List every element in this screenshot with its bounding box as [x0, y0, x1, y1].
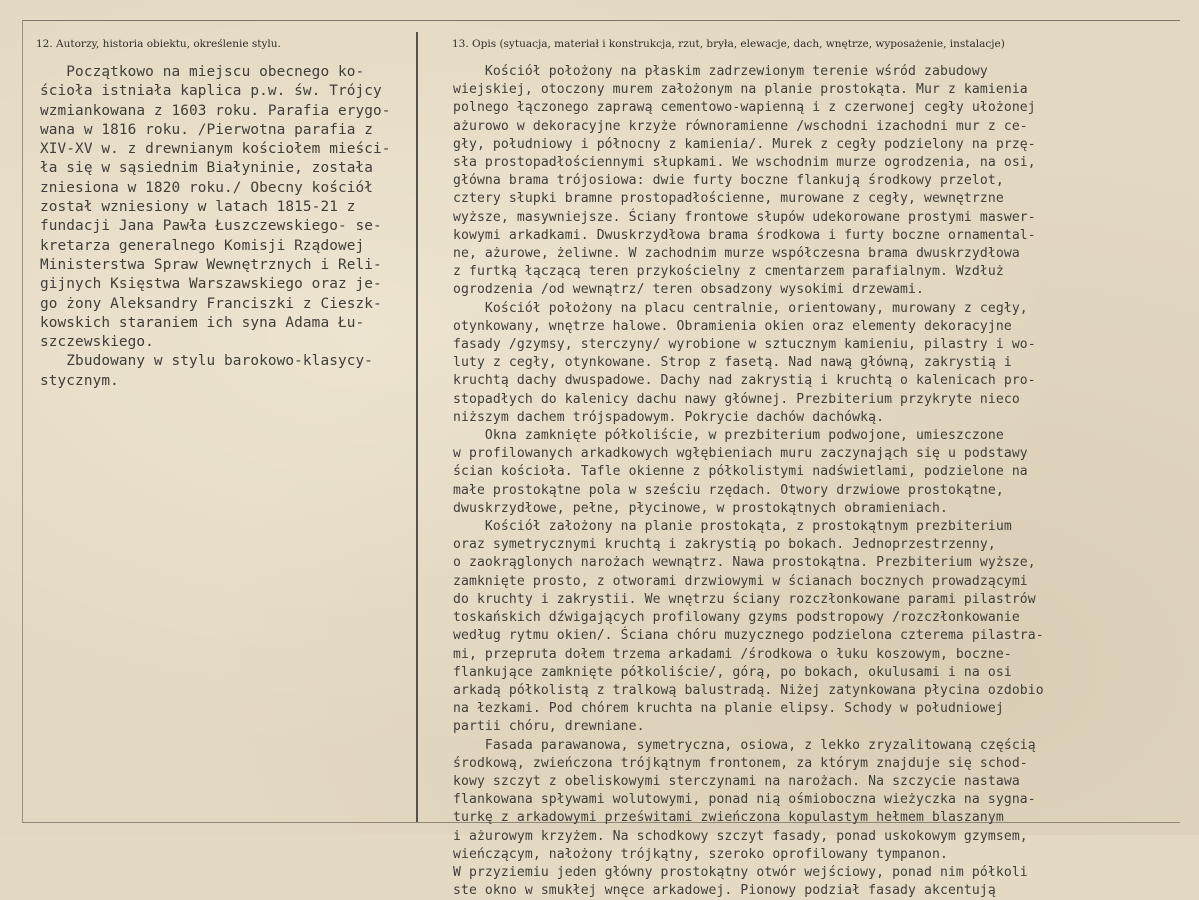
text-line: toskańskich dźwigających profilowany gzyms podstropowy /rozczłonkowanie: [453, 610, 1020, 626]
section-13-text: [453, 63, 1193, 900]
text-line: oraz symetrycznymi kruchtą i zakrystią po bokach. Jednoprzestrzenny,: [453, 537, 996, 553]
text-line: na łezkami. Pod chórem kruchta na planie elipsy. Schody w południowej: [453, 701, 1004, 717]
text-line: Kościół położony na płaskim zadrzewionym terenie wśród zabudowy: [453, 64, 988, 79]
text-line: fundacji Jana Pawła Łuszczewskiego- se-: [40, 218, 382, 235]
text-line: dwuskrzydłowe, pełne, płycinowe, w prostokątnych obramieniach.: [453, 500, 948, 516]
text-line: flankujące zamknięte półkoliście/, górą, po bokach, okulusami i na osi: [453, 664, 1012, 680]
top-rule: [22, 20, 1180, 21]
text-line: XIV-XV w. z drewnianym kościołem mieści-: [40, 141, 391, 158]
text-line: Zbudowany w stylu barokowo-klasycy-: [40, 353, 374, 370]
text-line: gijnych Księstwa Warszawskiego oraz je-: [40, 276, 382, 293]
text-line: wana w 1816 roku. /Pierwotna parafia z: [40, 121, 374, 138]
text-line: ne, ażurowe, żeliwne. W zachodnim murze współczesna brama dwuskrzydłowa: [453, 246, 1020, 262]
text-line: niższym dachem trójspadowym. Pokrycie dachów dachówką.: [453, 409, 885, 425]
column-divider: [416, 32, 418, 822]
text-line: z furtką łączącą teren przykościelny z cmentarzem parafialnym. Wzdłuż: [453, 264, 1004, 280]
text-line: cztery słupki bramne prostopadłościenne, murowane z cegły, wewnętrzne: [453, 191, 1004, 207]
text-line: ła się w sąsiednim Białyninie, została: [40, 160, 374, 177]
text-line: do kruchty i zakrystii. We wnętrzu ściany rozczłonkowane parami pilastrów: [453, 591, 1036, 607]
text-line: małe prostokątne pola w sześciu rzędach. Otwory drzwiowe prostokątne,: [453, 482, 1004, 498]
text-line: otynkowany, wnętrze halowe. Obramienia okien oraz elementy dekoracyjne: [453, 318, 1012, 334]
text-line: Kościół położony na placu centralnie, orientowany, murowany z cegły,: [453, 300, 1028, 316]
text-line: o zaokrąglonych narożach wewnątrz. Nawa prostokątna. Prezbiterium wyższe,: [453, 555, 1036, 571]
text-line: W przyziemiu jeden główny prostokątny otwór wejściowy, ponad nim półkoli: [453, 864, 1028, 880]
text-line: według rytmu okien/. Ściana chóru muzycznego podzielona czterema pilastra-: [453, 628, 1044, 644]
text-line: sła prostopadłościennymi słupkami. We wschodnim murze ogrodzenia, na osi,: [453, 155, 1036, 171]
text-line: Okna zamknięte półkoliście, w prezbiterium podwojone, umieszczone: [453, 428, 1004, 444]
text-line: zniesiona w 1820 roku./ Obecny kościół: [40, 179, 374, 196]
text-line: ste okno w smukłej wnęce arkadowej. Pionowy podział fasady akcentują: [453, 883, 996, 899]
text-line: Kościół założony na planie prostokąta, z prostokątnym prezbiterium: [453, 519, 1012, 535]
text-line: wzmiankowana z 1603 roku. Parafia erygo-: [40, 102, 391, 119]
text-line: główna brama trójosiowa: dwie furty boczne flankują środkowy przelot,: [453, 173, 1004, 189]
text-line: Ministerstwa Spraw Wewnętrznych i Reli-: [40, 256, 382, 273]
text-line: ścioła istniała kaplica p.w. św. Trójcy: [40, 83, 382, 100]
section-12-heading: 12. Autorzy, historia obiektu, określenie stylu.: [36, 38, 281, 50]
text-line: partii chóru, drewniane.: [453, 719, 645, 735]
text-line: luty z cegły, otynkowane. Strop z fasetą. Nad nawą główną, zakrystią i: [453, 355, 1012, 371]
text-line: kowymi arkadkami. Dwuskrzydłowa brama środkowa i furty boczne ornamental-: [453, 227, 1036, 243]
text-line: kruchtą dachy dwuspadowe. Dachy nad zakrystią i kruchtą o kalenicach pro-: [453, 373, 1036, 389]
text-line: kowskich staraniem ich syna Adama Łu-: [40, 314, 365, 331]
text-line: i ażurowym krzyżem. Na schodkowy szczyt fasady, ponad uskokowym gzymsem,: [453, 828, 1028, 844]
section-13-heading: 13. Opis (sytuacja, materiał i konstrukcja, rzut, bryła, elewacje, dach, wnętrze, wyposażenie, instalacje): [452, 38, 1005, 50]
text-line: polnego łączonego zaprawą cementowo-wapienną i z czerwonej cegły ułożonej: [453, 100, 1036, 116]
text-line: zamknięte prosto, z otworami drzwiowymi w ścianach bocznych prowadzącymi: [453, 573, 1028, 589]
text-line: ścian kościoła. Tafle okienne z półkolistymi nadświetlami, podzielone na: [453, 464, 1028, 480]
text-line: ażurowo w dekoracyjne krzyże równoramienne /wschodni izachodni mur z ce-: [453, 118, 1028, 134]
text-line: Początkowo na miejscu obecnego ko-: [40, 64, 365, 80]
text-line: wiejskiej, otoczony murem założonym na planie prostokąta. Mur z kamienia: [453, 82, 1028, 98]
text-line: w profilowanych arkadkowych wgłębieniach muru zaczynająch się u podstawy: [453, 446, 1028, 462]
text-line: stopadłych do kalenicy dachu nawy głównej. Prezbiterium przykryte nieco: [453, 391, 1020, 407]
left-edge-rule: [22, 20, 23, 822]
text-line: kowy szczyt z obeliskowymi sterczynami na narożach. Na szczycie nastawa: [453, 773, 1020, 789]
text-line: szczewskiego.: [40, 334, 154, 351]
text-line: stycznym.: [40, 372, 119, 389]
text-line: turkę z arkadowymi prześwitami zwieńczona kopulastym hełmem blaszanym: [453, 810, 1004, 826]
text-line: go żony Aleksandry Franciszki z Cieszk-: [40, 295, 382, 312]
text-line: środkową, zwieńczona trójkątnym frontonem, za którym znajduje się schod-: [453, 755, 1028, 771]
text-line: został wzniesiony w latach 1815-21 z: [40, 199, 356, 216]
text-line: mi, przepruta dołem trzema arkadami /środkowa o łuku koszowym, boczne-: [453, 646, 1012, 662]
text-line: arkadą półkolistą z tralkową balustradą. Niżej zatynkowana płycina ozdobio: [453, 682, 1044, 698]
text-line: fasady /gzymsy, sterczyny/ wyrobione w sztucznym kamieniu, pilastry i wo-: [453, 337, 1036, 353]
text-line: kretarza generalnego Komisji Rządowej: [40, 237, 365, 254]
text-line: wyższe, masywniejsze. Ściany frontowe słupów udekorowane prostymi maswer-: [453, 209, 1036, 225]
text-line: ogrodzenia /od wewnątrz/ teren obsadzony wysokimi drzewami.: [453, 282, 925, 298]
text-line: gły, południowy i północny z kamienia/. Murek z cegły podzielony na przę-: [453, 136, 1036, 152]
section-12-text: [40, 63, 412, 391]
text-line: Fasada parawanowa, symetryczna, osiowa, z lekko zryzalitowaną częścią: [453, 737, 1036, 753]
text-line: flankowana spływami wolutowymi, ponad nią ośmioboczna wieżyczka na sygna-: [453, 792, 1036, 808]
text-line: wieńczącym, nałożony trójkątny, szeroko oprofilowany tympanon.: [453, 846, 948, 862]
